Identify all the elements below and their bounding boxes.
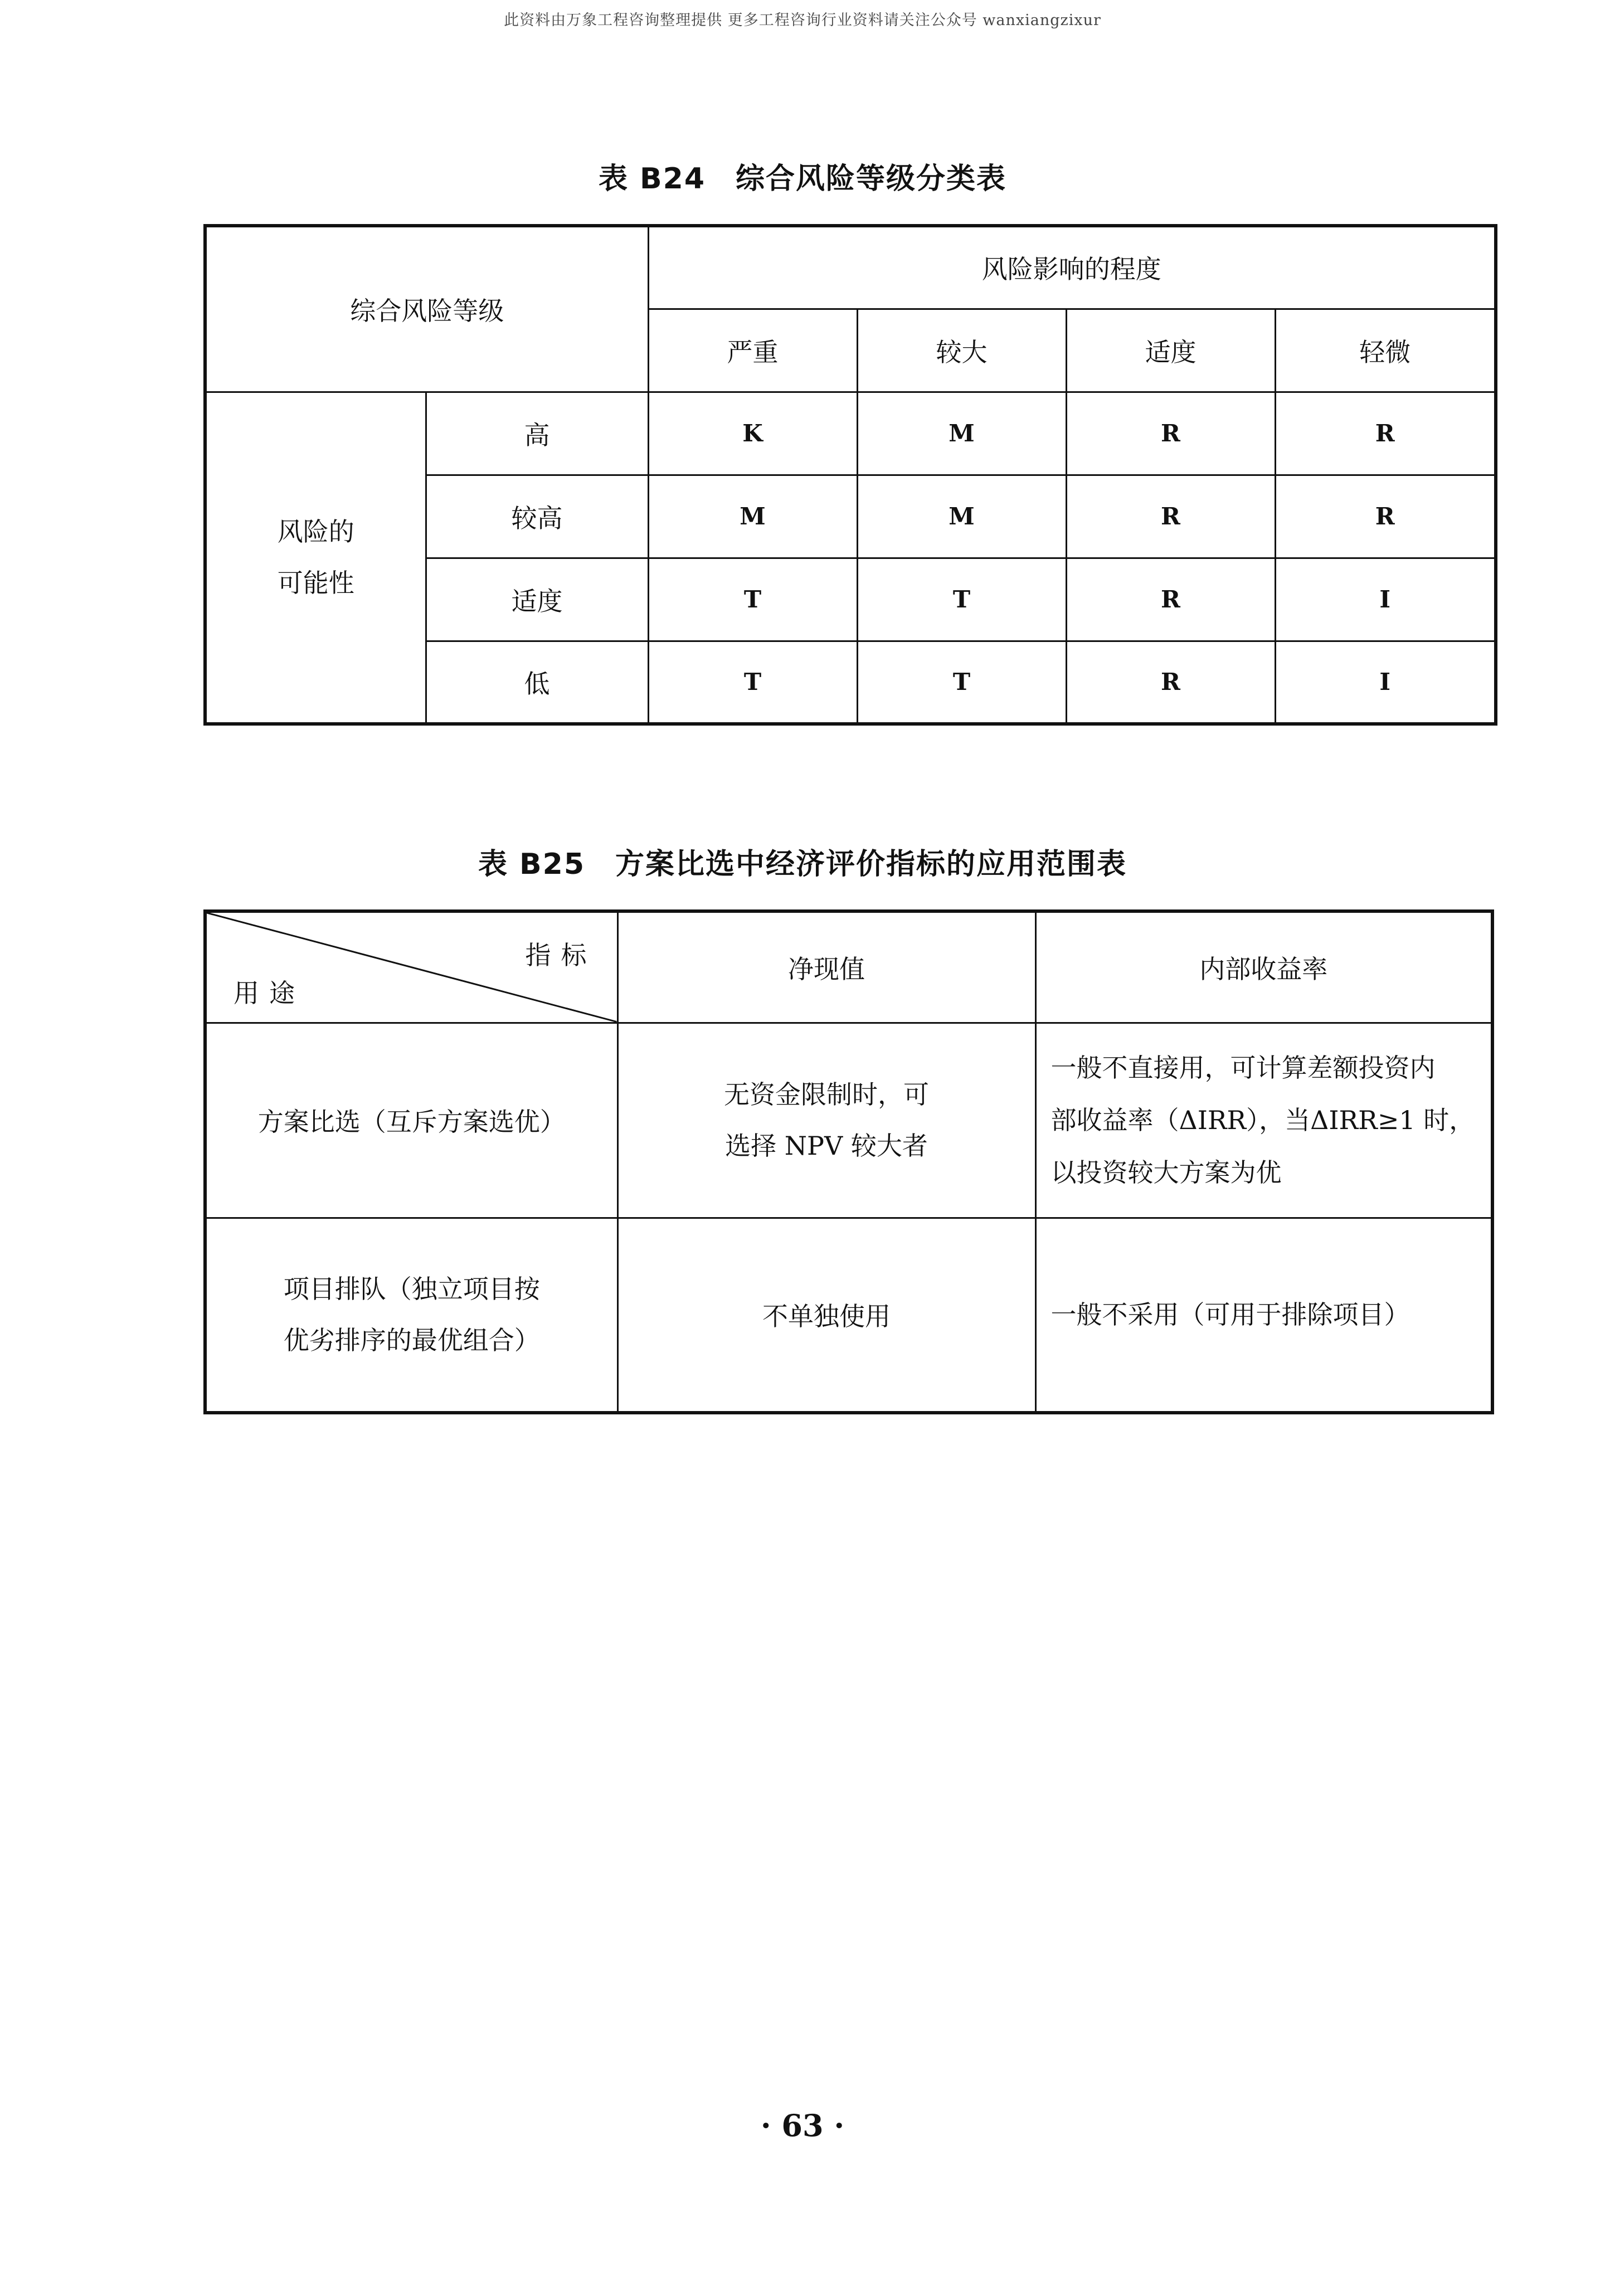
likelihood-level: 适度 <box>426 558 648 641</box>
diagonal-top-label: 指标 <box>525 940 597 970</box>
cell-line: 优劣排序的最优组合） <box>283 1325 540 1356</box>
diagonal-header-cell <box>205 911 617 1023</box>
irr-cell: 一般不采用（可用于排除项目） <box>1035 1218 1492 1413</box>
table-b25-title: 表 B25 方案比选中经济评价指标的应用范围表 <box>478 848 1127 881</box>
risk-cell: T <box>648 558 857 641</box>
likelihood-label-line: 可能性 <box>277 568 354 599</box>
likelihood-level: 高 <box>426 392 648 475</box>
risk-cell: T <box>857 641 1066 724</box>
table-row <box>205 911 1492 1023</box>
column-header-irr: 内部收益率 <box>1035 911 1492 1023</box>
table-row <box>205 1023 1492 1218</box>
risk-cell: M <box>857 475 1066 558</box>
risk-cell: R <box>1066 641 1275 724</box>
impact-level: 较大 <box>857 309 1066 392</box>
cell-line: 项目排队（独立项目按 <box>283 1274 540 1305</box>
use-cell <box>205 1218 617 1413</box>
table-row <box>205 226 1496 309</box>
risk-cell: R <box>1066 475 1275 558</box>
risk-cell: I <box>1275 641 1496 724</box>
npv-cell: 不单独使用 <box>617 1218 1035 1413</box>
irr-cell <box>1035 1023 1492 1218</box>
risk-cell: M <box>648 475 857 558</box>
likelihood-label <box>205 392 426 724</box>
impact-level: 轻微 <box>1275 309 1496 392</box>
cell-line: 以投资较大方案为优 <box>1050 1157 1282 1188</box>
likelihood-label-line: 风险的 <box>277 517 354 547</box>
cell-line: 无资金限制时，可 <box>724 1079 929 1110</box>
impact-header: 风险影响的程度 <box>648 226 1496 309</box>
diagonal-bottom-label: 用途 <box>234 977 305 1008</box>
corner-label: 综合风险等级 <box>205 226 648 392</box>
risk-cell: T <box>648 641 857 724</box>
likelihood-level: 低 <box>426 641 648 724</box>
header-note: 此资料由万象工程咨询整理提供 更多工程咨询行业资料请关注公众号 wanxiangzixur <box>504 12 1101 29</box>
cell-line: 部收益率（ΔIRR），当ΔIRR≥1 时， <box>1050 1105 1475 1135</box>
risk-level-table <box>203 224 1497 726</box>
table-row <box>205 392 1496 475</box>
page-number: · 63 · <box>760 2108 845 2143</box>
risk-cell: R <box>1066 558 1275 641</box>
use-cell: 方案比选（互斥方案选优） <box>205 1023 617 1218</box>
cell-line: 一般不直接用，可计算差额投资内 <box>1050 1053 1436 1083</box>
table-row <box>205 1218 1492 1413</box>
risk-cell: I <box>1275 558 1496 641</box>
risk-cell: T <box>857 558 1066 641</box>
risk-cell: R <box>1275 475 1496 558</box>
risk-cell: R <box>1066 392 1275 475</box>
indicator-application-table <box>203 909 1494 1414</box>
npv-cell <box>617 1023 1035 1218</box>
likelihood-level: 较高 <box>426 475 648 558</box>
risk-cell: M <box>857 392 1066 475</box>
column-header-npv: 净现值 <box>617 911 1035 1023</box>
cell-line: 选择 NPV 较大者 <box>725 1131 928 1161</box>
risk-cell: K <box>648 392 857 475</box>
impact-level: 严重 <box>648 309 857 392</box>
risk-cell: R <box>1275 392 1496 475</box>
table-b24-title: 表 B24 综合风险等级分类表 <box>598 162 1007 196</box>
impact-level: 适度 <box>1066 309 1275 392</box>
